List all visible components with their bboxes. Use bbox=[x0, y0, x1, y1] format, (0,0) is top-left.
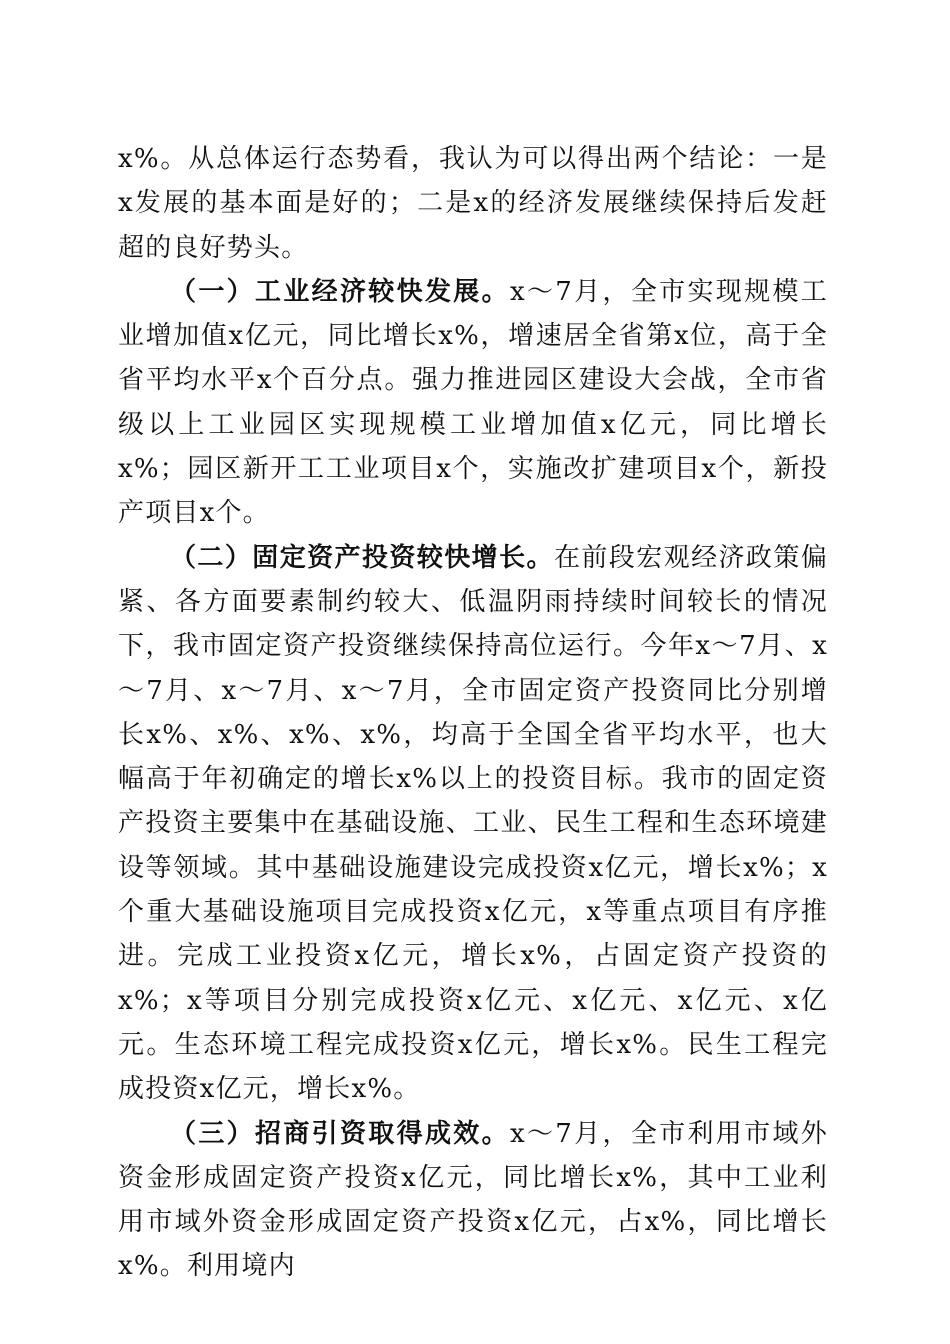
paragraph-fixed-assets-text: 在前段宏观经济政策偏紧、各方面要素制约较大、低温阴雨持续时间较长的情况下，我市固定资产投资继续保持高位运行。今年x～7月、x～7月、x～7月、x～7月，全市固定资产投资同比分别增长x%、x%、x%、x%，均高于全国全省平均水平，也大幅高于年初确定的增长x%以上的投资目标。我市的固定资产投资主要集中在基础设施、工业、民生工程和生态环境建设等领域。其中基础设施建设完成投资x亿元，增长x%；x个重大基础设施项目完成投资x亿元，x等重点项目有序推进。完成工业投资x亿元，增长x%，占固定资产投资的x%；x等项目分别完成投资x亿元、x亿元、x亿元、x亿元。生态环境工程完成投资x亿元，增长x%。民生工程完成投资x亿元，增长x%。 bbox=[118, 542, 828, 1105]
paragraph-intro-text: x%。从总体运行态势看，我认为可以得出两个结论：一是x发展的基本面是好的；二是x的经济发展继续保持后发赶超的良好势头。 bbox=[118, 144, 828, 263]
section-heading-investment: （三）招商引资取得成效。 bbox=[170, 1118, 510, 1149]
paragraph-industry-text: x～7月，全市实现规模工业增加值x亿元，同比增长x%，增速居全省第x位，高于全省平均水平x个百分点。强力推进园区建设大会战，全市省级以上工业园区实现规模工业增加值x亿元，同比增长x%；园区新开工工业项目x个，实施改扩建项目x个，新投产项目x个。 bbox=[118, 276, 829, 529]
paragraph-investment-text: x～7月，全市利用市域外资金形成固定资产投资x亿元，同比增长x%，其中工业利用市域外资金形成固定资产投资x亿元，占x%，同比增长x%。利用境内 bbox=[118, 1118, 829, 1282]
body-text bbox=[118, 137, 828, 1289]
section-heading-industry: （一）工业经济较快发展。 bbox=[170, 276, 510, 307]
paragraph-industry bbox=[118, 270, 828, 536]
paragraph-investment bbox=[118, 1112, 828, 1289]
section-heading-fixed-assets: （二）固定资产投资较快增长。 bbox=[170, 542, 554, 573]
paragraph-fixed-assets bbox=[118, 536, 828, 1112]
paragraph-intro bbox=[118, 137, 828, 270]
